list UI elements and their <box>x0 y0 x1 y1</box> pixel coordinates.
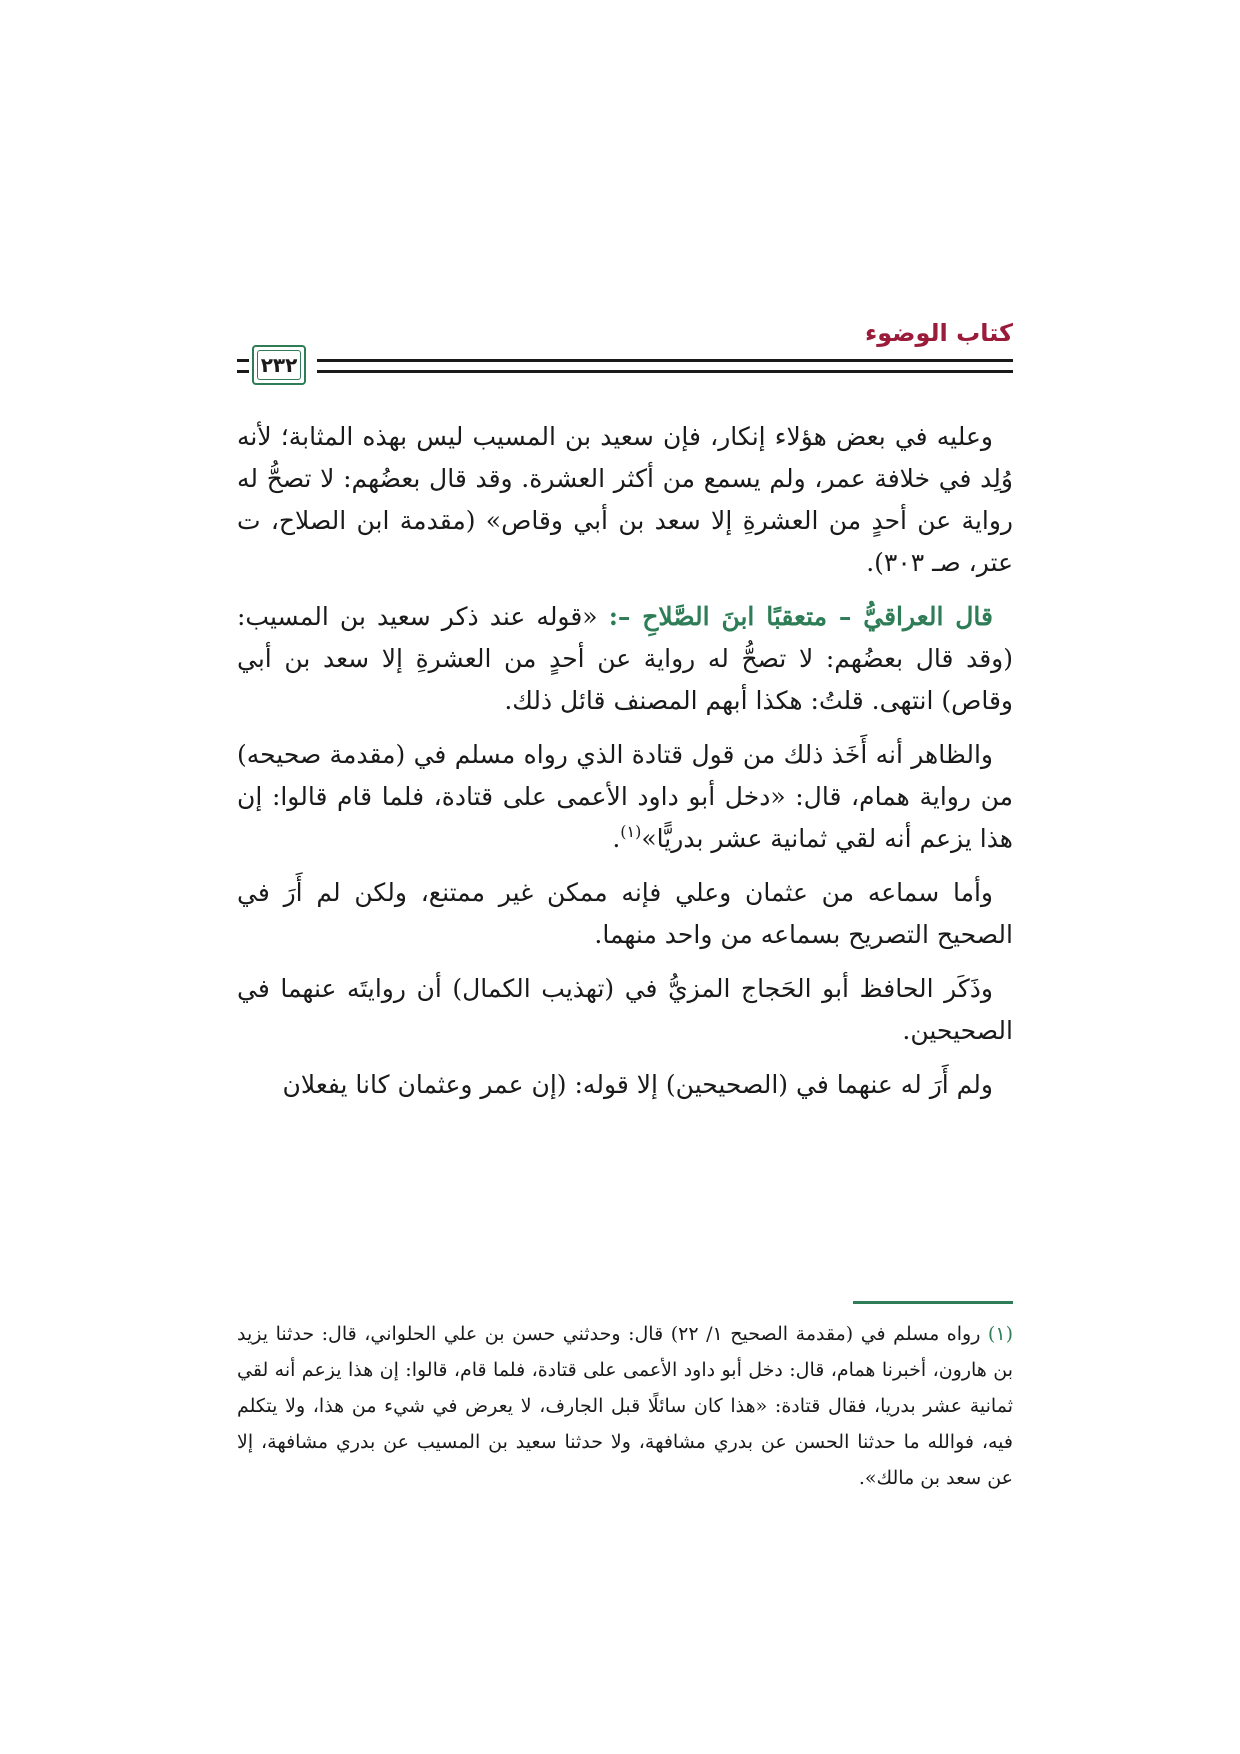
header-rule-top <box>317 359 1013 362</box>
page-number: ٢٣٢ <box>260 353 298 377</box>
speaker-heading: قال العراقيُّ – متعقبًا ابنَ الصَّلاحِ –: <box>608 602 993 631</box>
paragraph-text: وذَكَر الحافظ أبو الحَجاج المزيُّ في (تهذيب الكمال) أن روايتَه عنهما في الصحيحين. <box>237 974 1013 1045</box>
paragraph <box>237 416 1013 584</box>
header-rule-left-bottom <box>237 370 249 373</box>
page-header <box>237 318 1013 390</box>
paragraph <box>237 1064 1013 1106</box>
footnote-marker: (١) <box>987 1323 1013 1345</box>
footnote-separator <box>853 1301 1013 1304</box>
header-rule-bottom <box>317 370 1013 373</box>
paragraph-text: وعليه في بعض هؤلاء إنكار، فإن سعيد بن المسيب ليس بهذه المثابة؛ لأنه وُلِد في خلافة عمر، ولم يسمع من أكثر العشرة. وقد قال بعضُهم: لا تصحُّ له رواية عن أحدٍ من العشرةِ إلا سعد بن أبي وقاص» (مقدمة ابن الصلاح، ت عتر، صـ ٣٠٣). <box>237 422 1013 577</box>
footnotes <box>237 1316 1013 1496</box>
paragraph-text: والظاهر أنه أَخَذ ذلك من قول قتادة الذي رواه مسلم في (مقدمة صحيحه) من رواية همام، قال: «دخل أبو داود الأعمى على قتادة، فلما قام قالوا: إن هذا يزعم أنه لقي ثمانية عشر بدريًّا» <box>237 740 1013 853</box>
main-text <box>237 416 1013 1118</box>
paragraph-tail: . <box>612 824 621 853</box>
page-number-badge <box>252 345 306 385</box>
paragraph <box>237 734 1013 860</box>
header-rule-left-top <box>237 359 249 362</box>
paragraph-text: وأما سماعه من عثمان وعلي فإنه ممكن غير ممتنع، ولكن لم أَرَ في الصحيح التصريح بسماعه من واحد منهما. <box>237 878 1013 949</box>
paragraph <box>237 872 1013 956</box>
footnote-item <box>237 1316 1013 1496</box>
footnote-reference[interactable]: (١) <box>620 822 642 841</box>
paragraph <box>237 968 1013 1052</box>
running-title: كتاب الوضوء <box>864 319 1013 347</box>
paragraph-text: ولم أَرَ له عنهما في (الصحيحين) إلا قوله: (إن عمر وعثمان كانا يفعلان <box>282 1070 993 1099</box>
paragraph-text: «قوله عند ذكر سعيد بن المسيب: (وقد قال بعضُهم: لا تصحُّ له رواية عن أحدٍ من العشرةِ إلا سعد بن أبي وقاص) انتهى. قلتُ: هكذا أبهم المصنف قائل ذلك. <box>237 602 1013 715</box>
paragraph <box>237 596 1013 722</box>
footnote-text: رواه مسلم في (مقدمة الصحيح ١/ ٢٢) قال: وحدثني حسن بن علي الحلواني، قال: حدثنا يزيد بن هارون، أخبرنا همام، قال: دخل أبو داود الأعمى على قتادة، فلما قام، قالوا: إن هذا يزعم أنه لقي ثمانية عشر بدريا، فقال قتادة: «هذا كان سائلًا قبل الجارف، لا يعرض في شيء من هذا، ولا يتكلم فيه، فوالله ما حدثنا الحسن عن بدري مشافهة، ولا حدثنا سعيد بن المسيب عن بدري مشافهة، إلا عن سعد بن مالك». <box>237 1323 1013 1489</box>
